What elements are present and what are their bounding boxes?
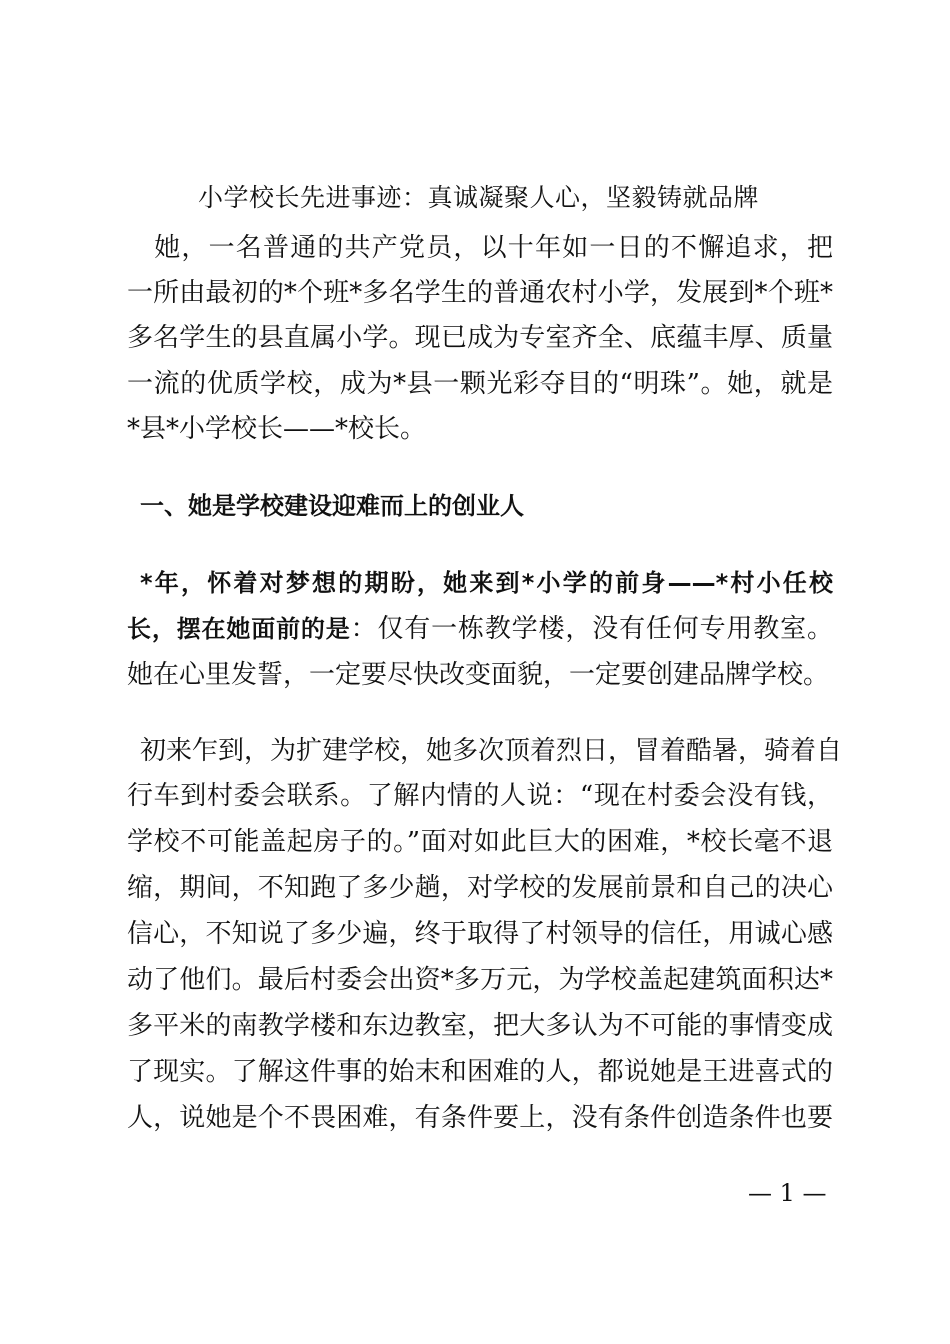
para3-line: 动了他们。最后村委会出资*多万元，为学校盖起建筑面积达*: [127, 965, 833, 995]
para3-line: 行车到村委会联系。了解内情的人说：“现在村委会没有钱，: [127, 781, 833, 811]
para3-line: 初来乍到，为扩建学校，她多次顶着烈日，冒着酷暑，骑着自: [140, 736, 843, 766]
document-title: 小学校长先进事迹：真诚凝聚人心，坚毅铸就品牌: [198, 183, 760, 212]
para3-line: 了现实。了解这件事的始末和困难的人，都说她是王进喜式的: [127, 1057, 833, 1087]
intro-line: 多名学生的县直属小学。现已成为专室齐全、底蕴丰厚、质量: [127, 323, 833, 353]
intro-line: *县*小学校长——*校长。: [127, 414, 427, 444]
section-heading: 一、她是学校建设迎难而上的创业人: [140, 492, 524, 520]
para2-line-3: 她在心里发誓，一定要尽快改变面貌，一定要创建品牌学校。: [127, 660, 830, 690]
intro-line: 一流的优质学校，成为*县一颗光彩夺目的“明珠”。她，就是: [127, 369, 833, 399]
intro-line: 她，一名普通的共产党员，以十年如一日的不懈追求，把: [127, 233, 833, 263]
para2-line-1: *年，怀着对梦想的期盼，她来到*小学的前身——*村小任校: [140, 569, 833, 597]
para3-line: 学校不可能盖起房子的。”面对如此巨大的困难，*校长毫不退: [127, 827, 833, 857]
page-number: — 1 —: [748, 1179, 827, 1207]
intro-line: 一所由最初的*个班*多名学生的普通农村小学，发展到*个班*: [127, 278, 833, 308]
para3-line: 信心，不知说了多少遍，终于取得了村领导的信任，用诚心感: [127, 919, 833, 949]
para3-line: 缩，期间，不知跑了多少趟，对学校的发展前景和自己的决心: [127, 873, 833, 903]
para2-line-2-rest: ：仅有一栋教学楼，没有任何专用教室。: [350, 614, 833, 644]
para2-line-2-bold: 长，摆在她面前的是: [127, 615, 351, 643]
para2-line-2: [127, 613, 833, 645]
para3-line: 多平米的南教学楼和东边教室，把大多认为不可能的事情变成: [127, 1011, 833, 1041]
para3-line: 人，说她是个不畏困难，有条件要上，没有条件创造条件也要: [127, 1103, 833, 1133]
